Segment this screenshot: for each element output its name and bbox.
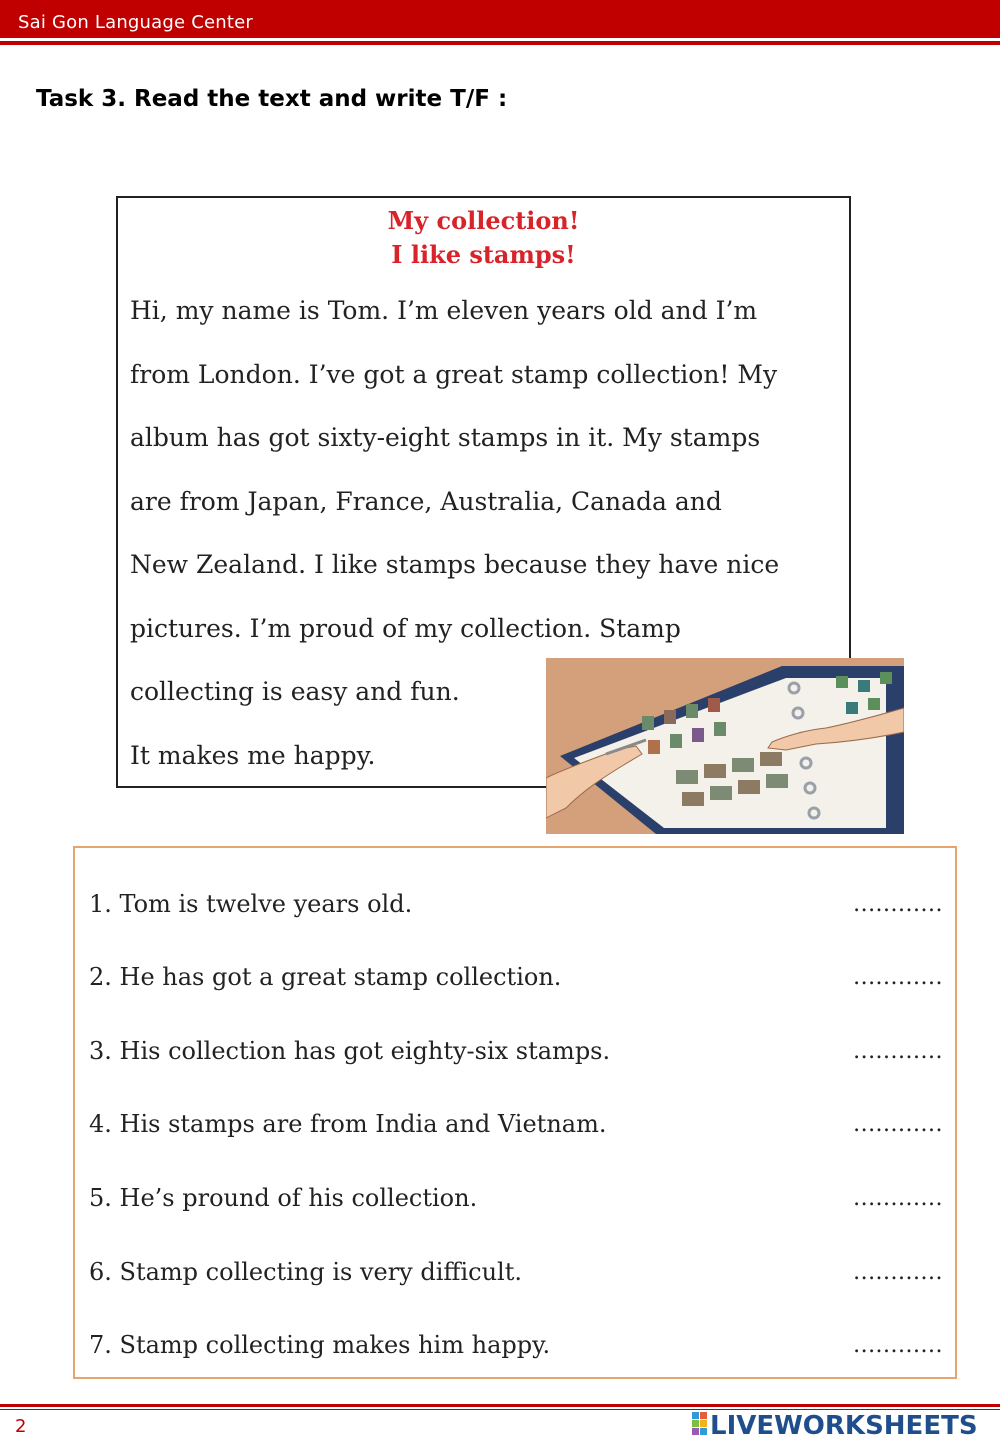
question-2: 2. He has got a great stamp collection.	[89, 963, 562, 991]
story-line: are from Japan, France, Australia, Canada and	[130, 487, 722, 516]
answer-blank-1[interactable]: ............	[853, 892, 943, 917]
story-line: pictures. I’m proud of my collection. Stamp	[130, 614, 681, 643]
story-title-line1: My collection!	[387, 206, 580, 235]
question-1: 1. Tom is twelve years old.	[89, 890, 413, 918]
story-title-line2: I like stamps!	[391, 240, 576, 269]
question-6: 6. Stamp collecting is very difficult.	[89, 1258, 522, 1286]
answer-blank-4[interactable]: ............	[853, 1112, 943, 1137]
story-line: New Zealand. I like stamps because they have nice	[130, 550, 780, 579]
question-3: 3. His collection has got eighty-six stamps.	[89, 1037, 611, 1065]
logo-mark-icon	[692, 1412, 707, 1435]
question-4: 4. His stamps are from India and Vietnam.	[89, 1110, 607, 1138]
header-divider	[0, 41, 1000, 45]
center-name: Sai Gon Language Center	[18, 12, 254, 33]
story-line: Hi, my name is Tom. I’m eleven years old and I’m	[130, 296, 758, 325]
liveworksheets-logo	[692, 1406, 992, 1438]
question-5: 5. He’s pround of his collection.	[89, 1184, 478, 1212]
story-line: It makes me happy.	[130, 741, 376, 770]
brand-text: LIVEWORKSHEETS	[710, 1411, 978, 1438]
question-7: 7. Stamp collecting makes him happy.	[89, 1331, 551, 1359]
page-number: 2	[15, 1416, 27, 1437]
answer-blank-7[interactable]: ............	[853, 1333, 943, 1358]
questions-box	[73, 846, 957, 1379]
answer-blank-2[interactable]: ............	[853, 965, 943, 990]
stamp-album-photo	[546, 658, 904, 834]
story-line: collecting is easy and fun.	[130, 677, 460, 706]
task-title: Task 3. Read the text and write T/F :	[36, 86, 508, 112]
answer-blank-5[interactable]: ............	[853, 1186, 943, 1211]
story-line: from London. I’ve got a great stamp collection! My	[130, 360, 778, 389]
story-line: album has got sixty-eight stamps in it. My stamps	[130, 423, 761, 452]
stamp-album-illustration	[546, 658, 904, 834]
answer-blank-3[interactable]: ............	[853, 1039, 943, 1064]
header-bar	[0, 0, 1000, 38]
answer-blank-6[interactable]: ............	[853, 1260, 943, 1285]
